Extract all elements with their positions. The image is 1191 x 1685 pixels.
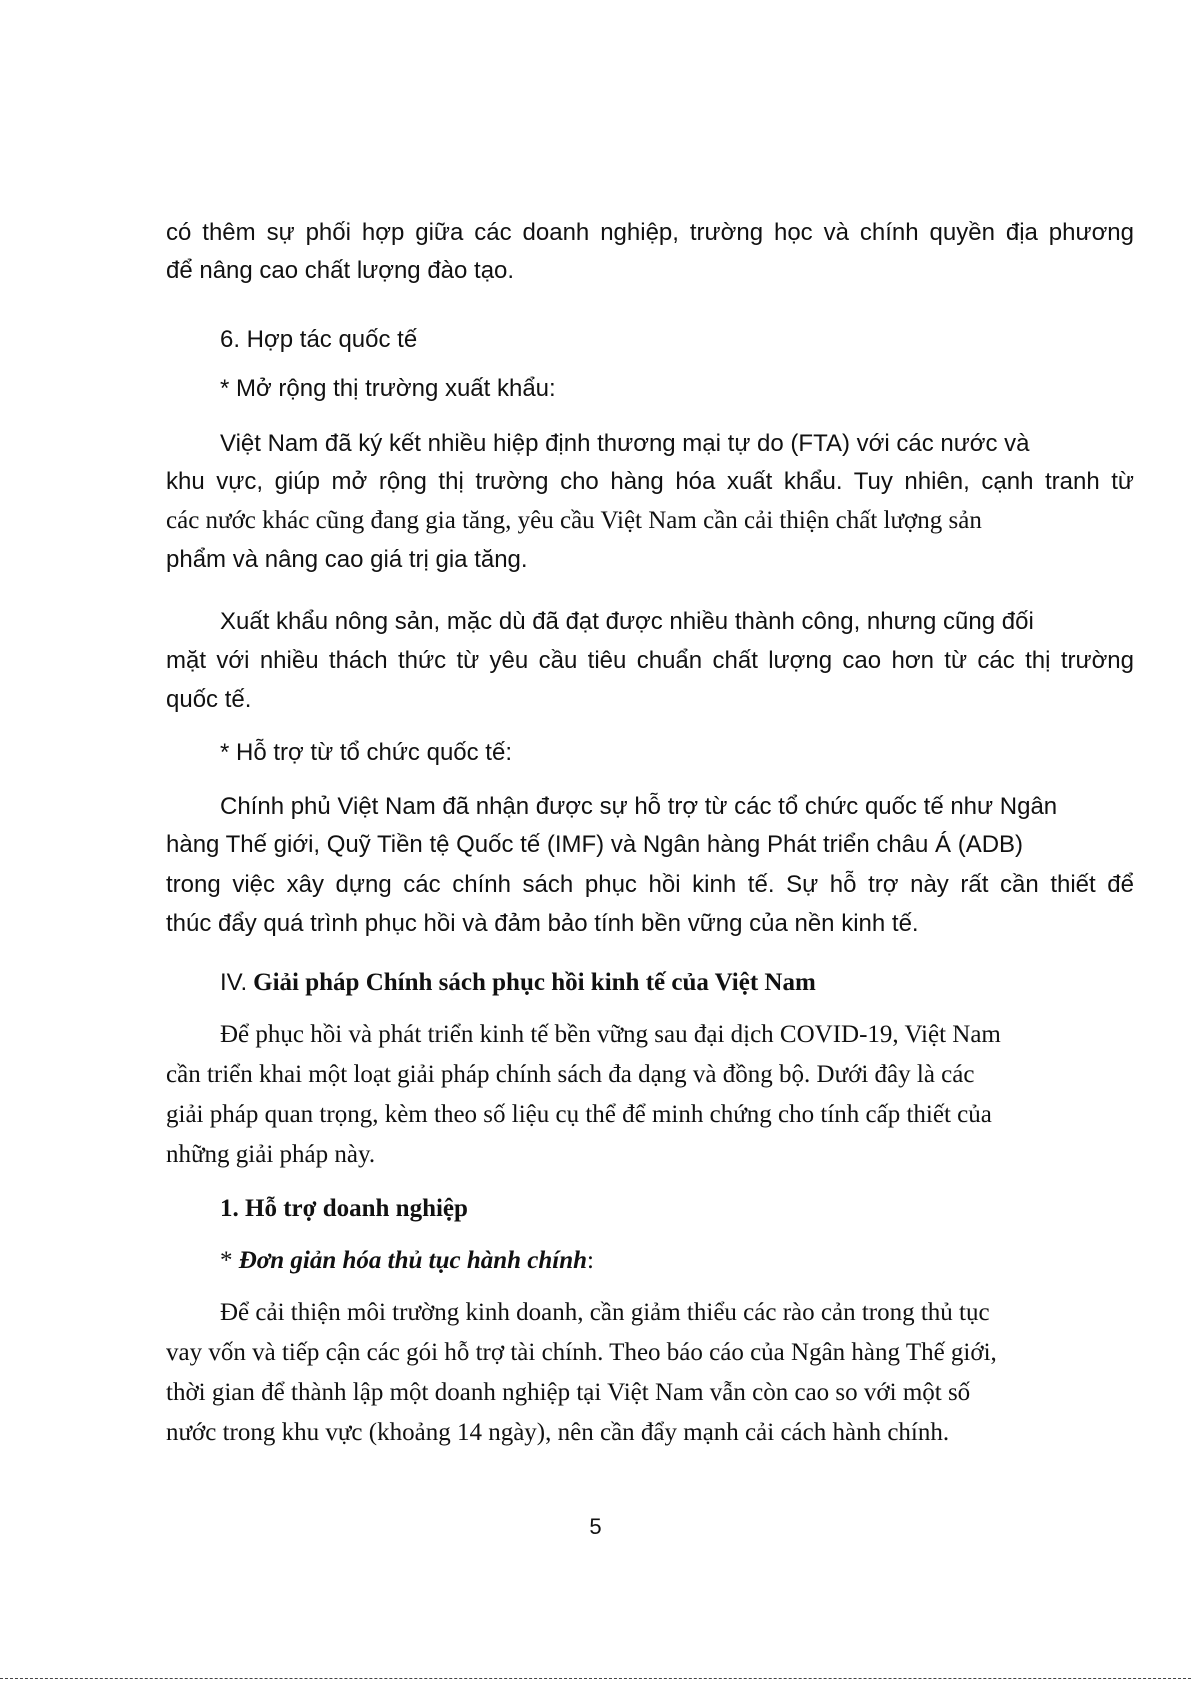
- paragraph-line: khu vực, giúp mở rộng thị trường cho hàng hóa xuất khẩu. Tuy nhiên, cạnh tranh từ: [166, 468, 1134, 495]
- paragraph-line: Xuất khẩu nông sản, mặc dù đã đạt được nhiều thành công, nhưng cũng đối: [220, 608, 1034, 635]
- subheading-title: Đơn giản hóa thủ tục hành chính: [238, 1247, 588, 1274]
- chapter-heading-title: Giải pháp Chính sách phục hồi kinh tế của Việt Nam: [253, 969, 816, 996]
- paragraph-line: thúc đẩy quá trình phục hồi và đảm bảo tính bền vững của nền kinh tế.: [166, 910, 919, 937]
- paragraph-line: trong việc xây dựng các chính sách phục hồi kinh tế. Sự hỗ trợ này rất cần thiết để: [166, 871, 1134, 898]
- subheading: * Mở rộng thị trường xuất khẩu:: [220, 375, 556, 402]
- page-bottom-divider: [0, 1678, 1191, 1679]
- paragraph-line: để nâng cao chất lượng đào tạo.: [166, 257, 515, 284]
- paragraph-line: Để cải thiện môi trường kinh doanh, cần giảm thiểu các rào cản trong thủ tục: [220, 1299, 990, 1326]
- subheading-colon: :: [587, 1247, 594, 1274]
- paragraph-line: mặt với nhiều thách thức từ yêu cầu tiêu chuẩn chất lượng cao hơn từ các thị trường: [166, 647, 1134, 674]
- paragraph-line: phẩm và nâng cao giá trị gia tăng.: [166, 546, 528, 573]
- paragraph-line: cần triển khai một loạt giải pháp chính sách đa dạng và đồng bộ. Dưới đây là các: [166, 1061, 975, 1088]
- page-number: 5: [589, 1514, 602, 1539]
- subheading-bullet: *: [220, 1247, 239, 1274]
- paragraph-line: Để phục hồi và phát triển kinh tế bền vững sau đại dịch COVID-19, Việt Nam: [220, 1021, 1001, 1048]
- paragraph-line: Chính phủ Việt Nam đã nhận được sự hỗ trợ từ các tổ chức quốc tế như Ngân: [220, 793, 1058, 820]
- section-heading: 1. Hỗ trợ doanh nghiệp: [220, 1195, 468, 1222]
- paragraph-line: có thêm sự phối hợp giữa các doanh nghiệp, trường học và chính quyền địa phương: [166, 219, 1134, 246]
- subheading: * Hỗ trợ từ tổ chức quốc tế:: [220, 739, 512, 766]
- paragraph-line: quốc tế.: [166, 686, 252, 713]
- paragraph-line: giải pháp quan trọng, kèm theo số liệu cụ thể để minh chứng cho tính cấp thiết của: [166, 1101, 992, 1128]
- chapter-heading: [220, 968, 816, 998]
- paragraph-line: Việt Nam đã ký kết nhiều hiệp định thương mại tự do (FTA) với các nước và: [220, 430, 1030, 457]
- paragraph-line: nước trong khu vực (khoảng 14 ngày), nên cần đẩy mạnh cải cách hành chính.: [166, 1419, 950, 1446]
- paragraph-line: thời gian để thành lập một doanh nghiệp tại Việt Nam vẫn còn cao so với một số: [166, 1379, 971, 1406]
- paragraph-line: hàng Thế giới, Quỹ Tiền tệ Quốc tế (IMF) và Ngân hàng Phát triển châu Á (ADB): [166, 831, 1024, 858]
- paragraph-line: vay vốn và tiếp cận các gói hỗ trợ tài chính. Theo báo cáo của Ngân hàng Thế giới,: [166, 1339, 997, 1366]
- section-heading: 6. Hợp tác quốc tế: [220, 326, 418, 353]
- subheading: [220, 1246, 594, 1276]
- paragraph-line: những giải pháp này.: [166, 1141, 376, 1168]
- paragraph-line: các nước khác cũng đang gia tăng, yêu cầu Việt Nam cần cải thiện chất lượng sản: [166, 507, 982, 534]
- chapter-heading-number: IV.: [220, 969, 248, 996]
